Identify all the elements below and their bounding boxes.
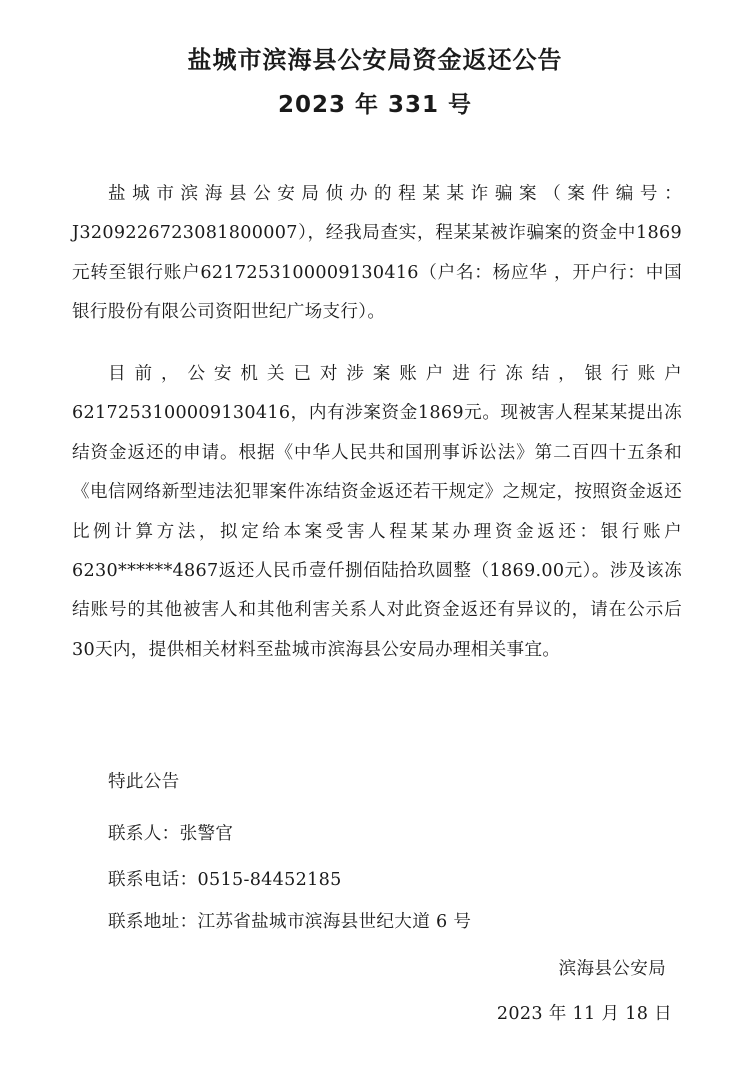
contact-address: 联系地址：江苏省盐城市滨海县世纪大道 6 号 bbox=[108, 912, 472, 932]
contact-phone: 联系电话：0515-84452185 bbox=[108, 870, 342, 890]
issuer-signature: 滨海县公安局 bbox=[558, 959, 666, 979]
contact-person: 联系人：张警官 bbox=[108, 824, 234, 844]
body-paragraph-case-details: 盐城市滨海县公安局侦办的程某某诈骗案（案件编号：J3209226723081800007），经我局查实，程某某被诈骗案的资金中1869元转至银行账户6217253100009130416（户名：杨应华 ，开户行：中国银行股份有限公司资阳世纪广场支行）。 bbox=[72, 184, 682, 323]
document-title: 盐城市滨海县公安局资金返还公告 bbox=[187, 46, 563, 74]
closing-statement: 特此公告 bbox=[108, 772, 180, 792]
document-number: 2023 年 331 号 bbox=[277, 92, 473, 118]
body-paragraph-refund-details: 目前，公安机关已对涉案账户进行冻结，银行账户6217253100009130416，内有涉案资金1869元。现被害人程某某提出冻结资金返还的申请。根据《中华人民共和国刑事诉讼法》第二百四十五条和《电信网络新型违法犯罪案件冻结资金返还若干规定》之规定，按照资金返还比例计算方法，拟定给本案受害人程某某办理资金返还：银行账户6230******4867返还人民币壹仟捌佰陆拾玖圆整（1869.00元）。涉及该冻结账号的其他被害人和其他利害关系人对此资金返还有异议的，请在公示后30天内，提供相关材料至盐城市滨海县公安局办理相关事宜。 bbox=[72, 364, 682, 660]
issue-date: 2023 年 11 月 18 日 bbox=[496, 1004, 672, 1024]
